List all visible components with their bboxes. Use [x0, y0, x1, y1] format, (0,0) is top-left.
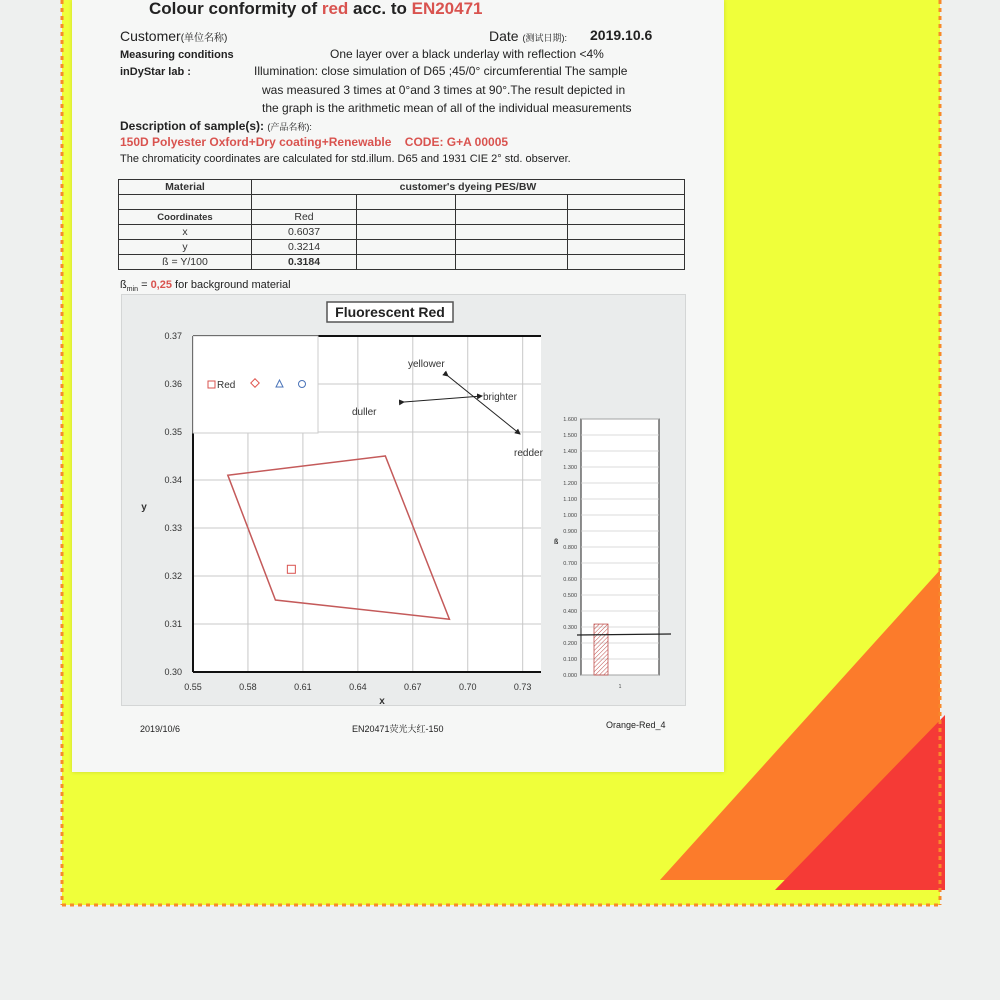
y-tick-label: 0.34 — [164, 475, 182, 485]
coordinates-header: Coordinates — [119, 210, 252, 225]
x-axis-label: x — [379, 696, 385, 705]
x-tick-label: 0.55 — [184, 682, 202, 692]
material-header: Material — [119, 180, 252, 195]
sample-column-header: Red — [252, 210, 357, 225]
measuring-line-3: was measured 3 times at 0°and 3 times at 90°.The result depicted in — [262, 83, 626, 97]
measuring-label: Measuring conditions — [120, 49, 234, 61]
beta-tick-label: 0.400 — [563, 609, 577, 615]
chart-panel — [121, 294, 686, 706]
beta-tick-label: 1.500 — [563, 433, 577, 439]
beta-tick-label: 1.200 — [563, 481, 577, 487]
row-label-beta: ß = Y/100 — [119, 255, 252, 270]
beta-tick-label: 1.600 — [563, 417, 577, 423]
y-tick-label: 0.33 — [164, 523, 182, 533]
measuring-line-4: the graph is the arithmetic mean of all of the individual measurements — [262, 101, 632, 115]
beta-category-label: 1 — [618, 684, 622, 690]
footer-doc-code: EN20471荧光大红-150 — [352, 724, 444, 734]
y-tick-label: 0.32 — [164, 571, 182, 581]
beta-tick-label: 0.000 — [563, 673, 577, 679]
chromaticity-note: The chromaticity coordinates are calculated for std.illum. D65 and 1931 CIE 2° std. observer. — [120, 153, 571, 165]
date-value: 2019.10.6 — [590, 27, 653, 43]
data-point-red — [287, 565, 295, 573]
coordinates-table — [118, 179, 685, 270]
row-label-y: y — [119, 240, 252, 255]
beta-axis-label: ß — [554, 539, 559, 546]
bmin-note: $ß_{min} = 0,25$ for background material — [120, 279, 291, 294]
x-tick-label: 0.58 — [239, 682, 257, 692]
y-axis-label: y — [141, 502, 147, 513]
annotation-brighter: brighter — [483, 392, 517, 403]
beta-bar — [594, 624, 608, 675]
measuring-line-1: One layer over a black underlay with reflection <4% — [330, 47, 604, 61]
annotation-yellower: yellower — [408, 359, 445, 370]
annotation-redder: redder — [514, 448, 543, 459]
row-label-x: x — [119, 225, 252, 240]
lab-label: inDyStar lab : — [120, 66, 191, 78]
y-tick-label: 0.37 — [164, 331, 182, 341]
chart-title: Fluorescent Red — [335, 304, 445, 320]
legend-label-red: Red — [217, 380, 236, 391]
value-x: 0.6037 — [252, 225, 357, 240]
x-tick-label: 0.70 — [458, 682, 477, 692]
beta-tick-label: 0.900 — [563, 529, 577, 535]
beta-tick-label: 0.700 — [563, 561, 577, 567]
y-tick-label: 0.31 — [164, 619, 182, 629]
beta-tick-label: 0.500 — [563, 593, 577, 599]
beta-tick-label: 0.100 — [563, 657, 577, 663]
beta-tick-label: 1.100 — [563, 497, 577, 503]
y-tick-label: 0.35 — [164, 427, 182, 437]
measuring-line-2: Illumination: close simulation of D65 ;45/0° circumferential The sample — [254, 64, 628, 78]
beta-tick-label: 0.800 — [563, 545, 577, 551]
x-tick-label: 0.64 — [349, 682, 367, 692]
x-tick-label: 0.61 — [294, 682, 312, 692]
value-beta: 0.3184 — [252, 255, 357, 270]
chromaticity-chart — [122, 295, 685, 705]
description-label: Description of sample(s): (产品名称): — [120, 119, 312, 133]
value-y: 0.3214 — [252, 240, 357, 255]
y-tick-label: 0.36 — [164, 379, 182, 389]
beta-tick-label: 1.400 — [563, 449, 577, 455]
footer-date: 2019/10/6 — [140, 724, 181, 734]
x-tick-label: 0.67 — [404, 682, 422, 692]
beta-tick-label: 0.200 — [563, 641, 577, 647]
annotation-duller: duller — [352, 407, 377, 418]
test-report-sheet — [72, 0, 724, 772]
sample-name: 150D Polyester Oxford+Dry coating+Renewable CODE: G+A 00005 — [120, 135, 509, 149]
customer-label: Customer(单位名称) — [120, 28, 228, 44]
y-tick-label: 0.30 — [164, 667, 182, 677]
report-title: Colour conformity of red acc. to EN20471 — [149, 0, 483, 18]
x-tick-label: 0.73 — [513, 682, 532, 692]
legend-box — [193, 336, 318, 433]
date-label: Date (测试日期): — [489, 28, 567, 44]
beta-tick-label: 0.600 — [563, 577, 577, 583]
customer-dyeing-header: customer's dyeing PES/BW — [252, 180, 685, 195]
beta-tick-label: 1.000 — [563, 513, 577, 519]
beta-tick-label: 1.300 — [563, 465, 577, 471]
footer-sheet-name: Orange-Red_4 — [606, 720, 666, 730]
beta-tick-label: 0.300 — [563, 625, 577, 631]
